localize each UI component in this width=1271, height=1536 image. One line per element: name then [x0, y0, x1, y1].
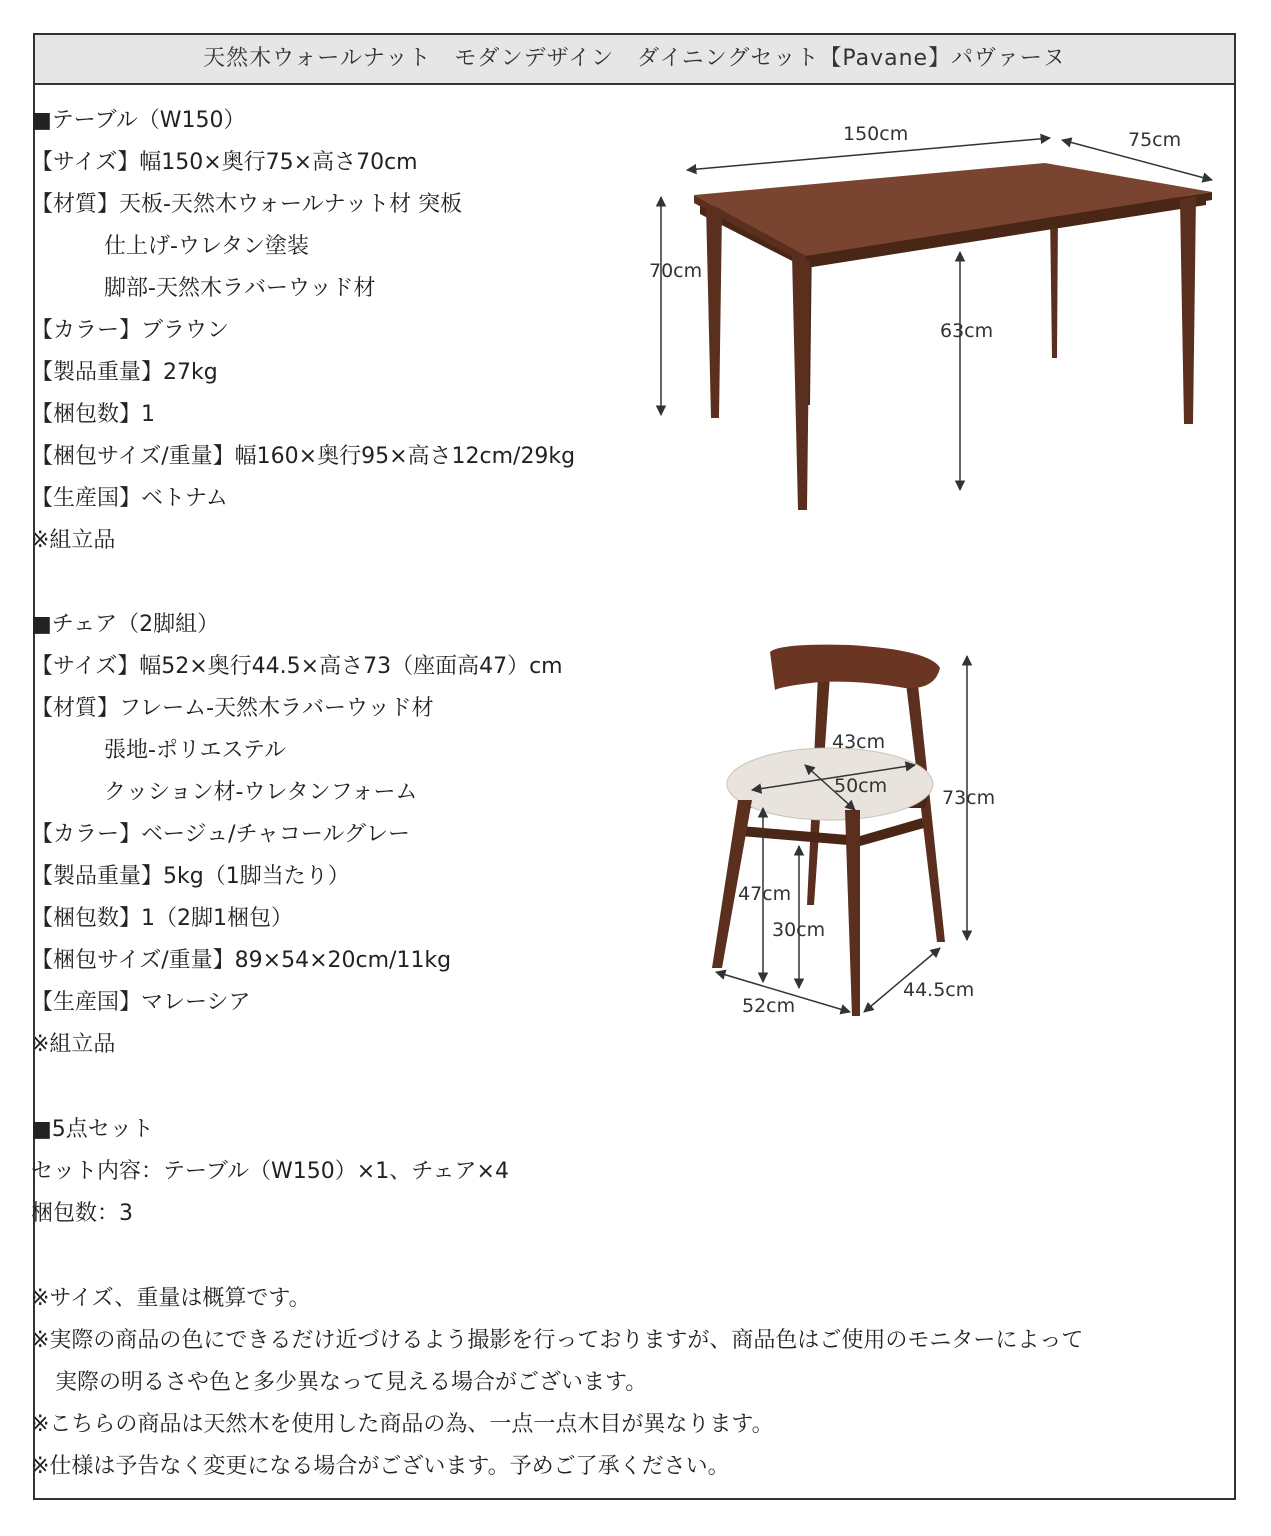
- page-title: 天然木ウォールナット モダンデザイン ダイニングセット【Pavane】パヴァーヌ: [35, 35, 1234, 85]
- table-material: 【材質】天板-天然木ウォールナット材 突板: [31, 192, 463, 217]
- chair-color: 【カラー】ベージュ/チャコールグレー: [31, 822, 410, 847]
- chair-spec-list: [31, 604, 563, 1066]
- chair-weight: 【製品重量】5kg（1脚当たり）: [31, 864, 350, 889]
- table-weight: 【製品重量】27kg: [31, 360, 218, 385]
- chair-back-leg-right: [905, 675, 945, 942]
- chair-seat-width-label: 50cm: [834, 775, 888, 797]
- chair-depth-label: 44.5cm: [903, 979, 975, 1001]
- table-spec-list: [31, 100, 575, 562]
- note-color-cont: 実際の明るさや色と多少異なって見える場合がございます。: [55, 1370, 648, 1395]
- chair-rung-height-label: 30cm: [772, 919, 826, 941]
- set-contents: セット内容：テーブル（W150）×1、チェア×4: [31, 1159, 509, 1184]
- note-spec-change: ※仕様は予告なく変更になる場合がございます。予めご了承ください。: [31, 1454, 730, 1479]
- chair-origin: 【生産国】マレーシア: [31, 990, 251, 1015]
- chair-cushion-material: クッション材-ウレタンフォーム: [104, 780, 418, 805]
- table-clearance-label: 63cm: [940, 320, 994, 342]
- table-color: 【カラー】ブラウン: [31, 318, 230, 343]
- chair-packages: 【梱包数】1（2脚1梱包）: [31, 906, 293, 931]
- table-packages: 【梱包数】1: [31, 402, 155, 427]
- note-approximate: ※サイズ、重量は概算です。: [31, 1286, 311, 1311]
- table-origin: 【生産国】ベトナム: [31, 486, 228, 511]
- chair-illustration: [690, 630, 1020, 1030]
- chair-stretcher-front: [740, 826, 860, 846]
- table-width-label: 150cm: [843, 123, 909, 145]
- table-assembly-note: ※組立品: [31, 528, 116, 553]
- notes-list: [31, 1278, 1083, 1488]
- table-leg-material: 脚部-天然木ラバーウッド材: [104, 276, 376, 301]
- chair-size: 【サイズ】幅52×奥行44.5×高さ73（座面高47）cm: [31, 654, 563, 679]
- chair-backrest: [770, 645, 940, 690]
- chair-assembly-note: ※組立品: [31, 1032, 116, 1057]
- chair-stretcher-side: [860, 818, 924, 846]
- chair-seat-height-label: 47cm: [738, 883, 792, 905]
- chair-package-size: 【梱包サイズ/重量】89×54×20cm/11kg: [31, 948, 452, 973]
- set-spec-list: [31, 1109, 509, 1235]
- table-depth-label: 75cm: [1128, 129, 1182, 151]
- set-heading: ■5点セット: [31, 1117, 154, 1142]
- table-finish: 仕上げ-ウレタン塗装: [104, 234, 310, 259]
- table-leg-front-left: [706, 205, 722, 418]
- table-heading: ■テーブル（W150）: [31, 108, 246, 133]
- chair-heading: ■チェア（2脚組）: [31, 612, 220, 637]
- chair-material: 【材質】フレーム-天然木ラバーウッド材: [31, 696, 434, 721]
- note-color: ※実際の商品の色にできるだけ近づけるよう撮影を行っておりますが、商品色はご使用のモニターによって: [31, 1328, 1084, 1353]
- table-leg-front-center: [792, 255, 810, 510]
- note-natural-wood: ※こちらの商品は天然木を使用した商品の為、一点一点木目が異なります。: [31, 1412, 774, 1437]
- table-leg-back-right: [1050, 210, 1058, 358]
- chair-width-label: 52cm: [742, 995, 796, 1017]
- table-illustration: [630, 100, 1230, 520]
- set-packages: 梱包数：3: [31, 1201, 133, 1226]
- table-package-size: 【梱包サイズ/重量】幅160×奥行95×高さ12cm/29kg: [31, 444, 576, 469]
- chair-upholstery: 張地-ポリエステル: [104, 738, 286, 763]
- table-height-label: 70cm: [649, 260, 703, 282]
- chair-seat-depth-label: 43cm: [832, 731, 886, 753]
- chair-front-leg-right: [845, 810, 860, 1016]
- chair-seat-cushion: [727, 748, 933, 820]
- table-leg-front-right: [1180, 196, 1196, 424]
- table-size: 【サイズ】幅150×奥行75×高さ70cm: [31, 150, 418, 175]
- chair-height-label: 73cm: [942, 787, 996, 809]
